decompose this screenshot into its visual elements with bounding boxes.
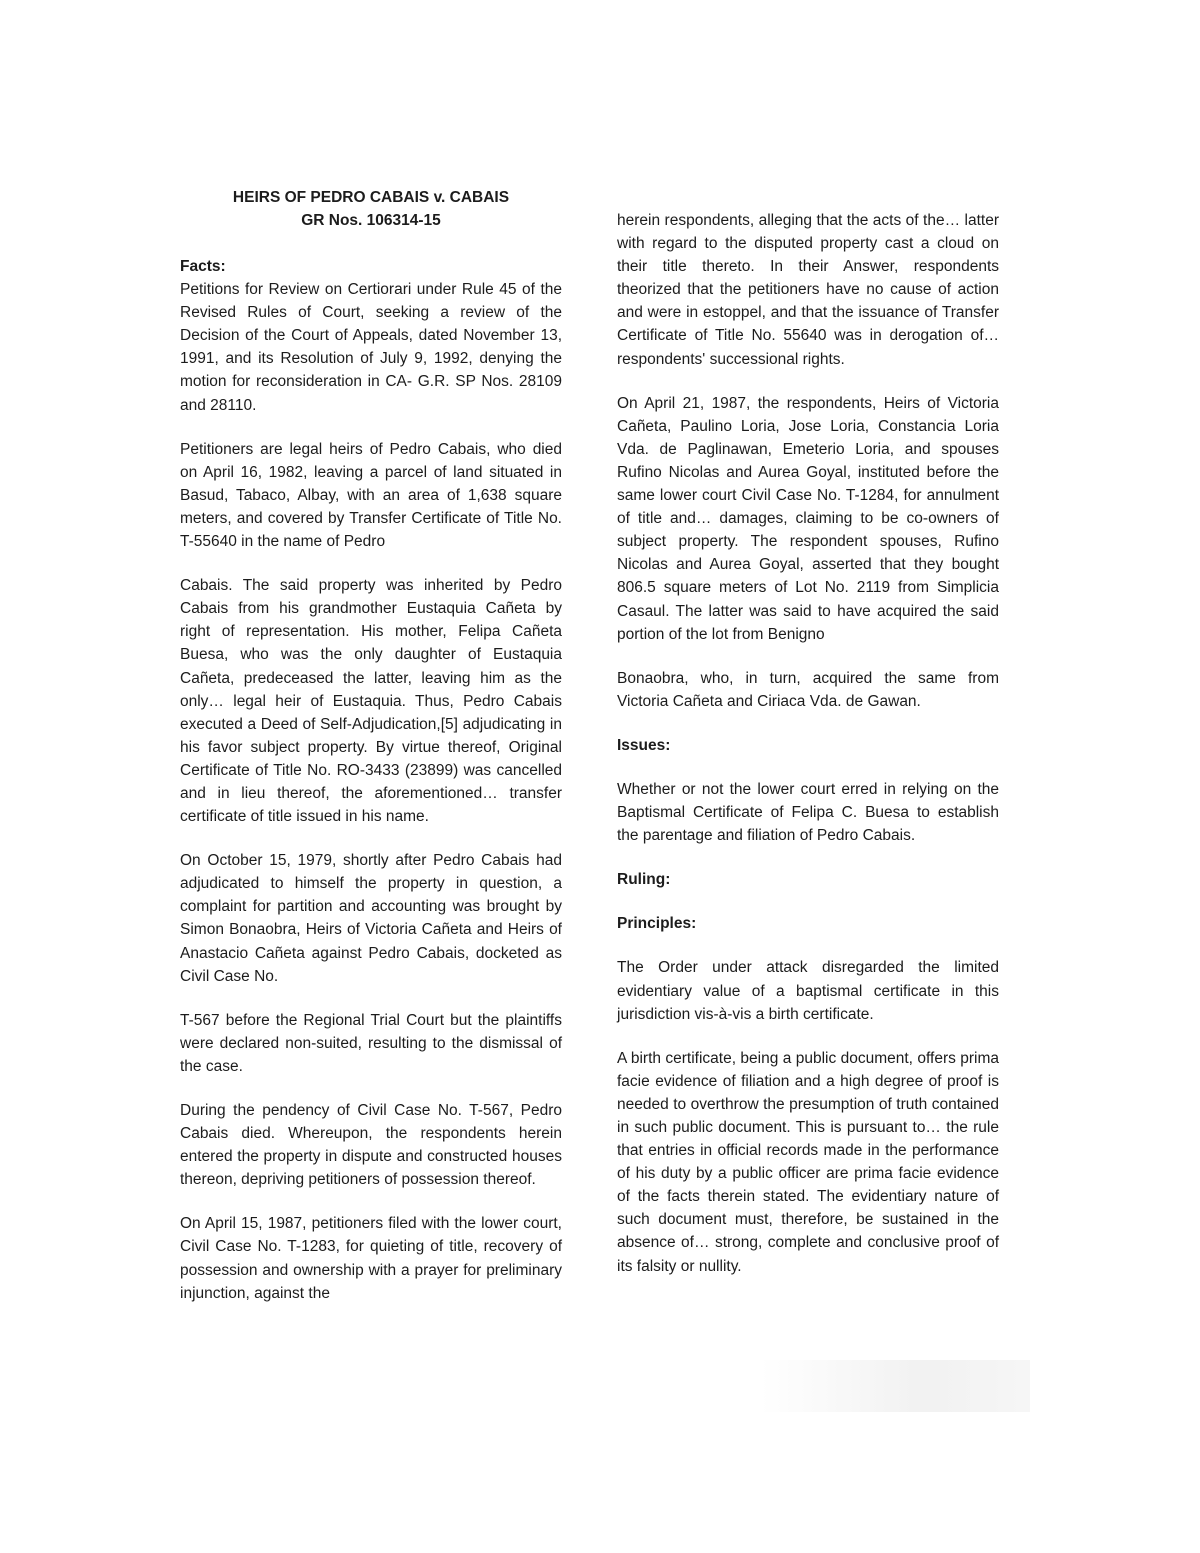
case-title: HEIRS OF PEDRO CABAIS v. CABAIS	[232, 189, 510, 206]
facts-heading: Facts:	[180, 258, 226, 275]
page-shadow	[760, 1360, 1030, 1412]
case-number: GR Nos. 106314-15	[301, 212, 441, 229]
issues-text: Whether or not the lower court erred in relying on the Baptismal Certificate of Felipa C. Buesa to establish the parentage and filiation of Pedro Cabais.	[617, 780, 999, 845]
ruling-heading: Ruling:	[617, 871, 671, 889]
facts-paragraph: Petitions for Review on Certiorari under Rule 45 of the Revised Rules of Court, seeking a review of the Decision of the Court of Appeals, dated November 13, 1991, and its Resolution of July 9, 1992, denying the motion for reconsideration in CA- G.R. SP Nos. 28109 and 28110.	[180, 281, 562, 414]
right-column	[617, 209, 999, 1299]
case-title-block	[180, 186, 562, 232]
facts-paragraph: Bonaobra, who, in turn, acquired the same from Victoria Cañeta and Ciriaca Vda. de Gawan.	[617, 669, 999, 710]
facts-paragraph: On October 15, 1979, shortly after Pedro Cabais had adjudicated to himself the property in question, a complaint for partition and accounting was brought by Simon Bonaobra, Heirs of Victoria Cañeta and Heirs of Anastacio Cañeta against Pedro Cabais, docketed as Civil Case No.	[180, 852, 562, 985]
facts-paragraph-part-1: On April 15, 1987, petitioners filed with the lower court, Civil Case No. T-1283, for quieting of title, recovery of possession and ownership with a prayer for preliminary injunction, against the	[180, 1215, 562, 1302]
facts-paragraph: Petitioners are legal heirs of Pedro Cabais, who died on April 16, 1982, leaving a parcel of land situated in Basud, Tabaco, Albay, with an area of 1,638 square meters, and covered by Transfer Certificate of Title No. T-55640 in the name of Pedro	[180, 440, 562, 551]
principles-paragraph: A birth certificate, being a public document, offers prima facie evidence of filiation and a high degree of proof is needed to overthrow the presumption of truth contained in such public document. This is pursuant to… the rule that entries in official records made in the performance of his duty by a public officer are prima facie evidence of the facts therein stated. The evidentiary nature of such document must, therefore, be sustained in the absence of… strong, complete and conclusive proof of its falsity or nullity.	[617, 1049, 999, 1275]
facts-paragraph: On April 21, 1987, the respondents, Heirs of Victoria Cañeta, Paulino Loria, Jose Loria, Constancia Loria Vda. de Paglinawan, Emeterio Loria, and spouses Rufino Nicolas and Aurea Goyal, instituted before the same lower court Civil Case No. T-1284, for annulment of title and… damages, claiming to be co-owners of subject property. The respondent spouses, Rufino Nicolas and Aurea Goyal, asserted that they bought 806.5 square meters of Lot No. 2119 from Simplicia Casaul. The latter was said to have acquired the said portion of the lot from Benigno	[617, 394, 999, 643]
left-column	[180, 186, 562, 1305]
issues-heading: Issues:	[617, 736, 671, 754]
principles-paragraph: The Order under attack disregarded the limited evidentiary value of a baptismal certificate in this jurisdiction vis-à-vis a birth certificate.	[617, 959, 999, 1023]
principles-heading: Principles:	[617, 915, 697, 933]
facts-paragraph: T-567 before the Regional Trial Court but the plaintiffs were declared non-suited, resulting to the dismissal of the case.	[180, 1011, 562, 1075]
facts-paragraph: During the pendency of Civil Case No. T-567, Pedro Cabais died. Whereupon, the respondents herein entered the property in dispute and constructed houses thereon, depriving petitioners of possession thereof.	[180, 1102, 562, 1189]
facts-paragraph-part-2: herein respondents, alleging that the acts of the… latter with regard to the disputed property cast a cloud on their title thereto. In their Answer, respondents theorized that the petitioners have no cause of action and were in estoppel, and that the issuance of Transfer Certificate of Title No. 55640 was in derogation of… respondents' successional rights.	[617, 212, 999, 368]
facts-paragraph: Cabais. The said property was inherited by Pedro Cabais from his grandmother Eustaquia Cañeta by right of representation. His mother, Felipa Cañeta Buesa, who was the only daughter of Eustaquia Cañeta, predeceased the latter, leaving him as the only… legal heir of Eustaquia. Thus, Pedro Cabais executed a Deed of Self-Adjudication,[5] adjudicating in his favor subject property. By virtue thereof, Original Certificate of Title No. RO-3433 (23899) was cancelled and in lieu thereof, the aforementioned… transfer certificate of title issued in his name.	[180, 577, 562, 826]
